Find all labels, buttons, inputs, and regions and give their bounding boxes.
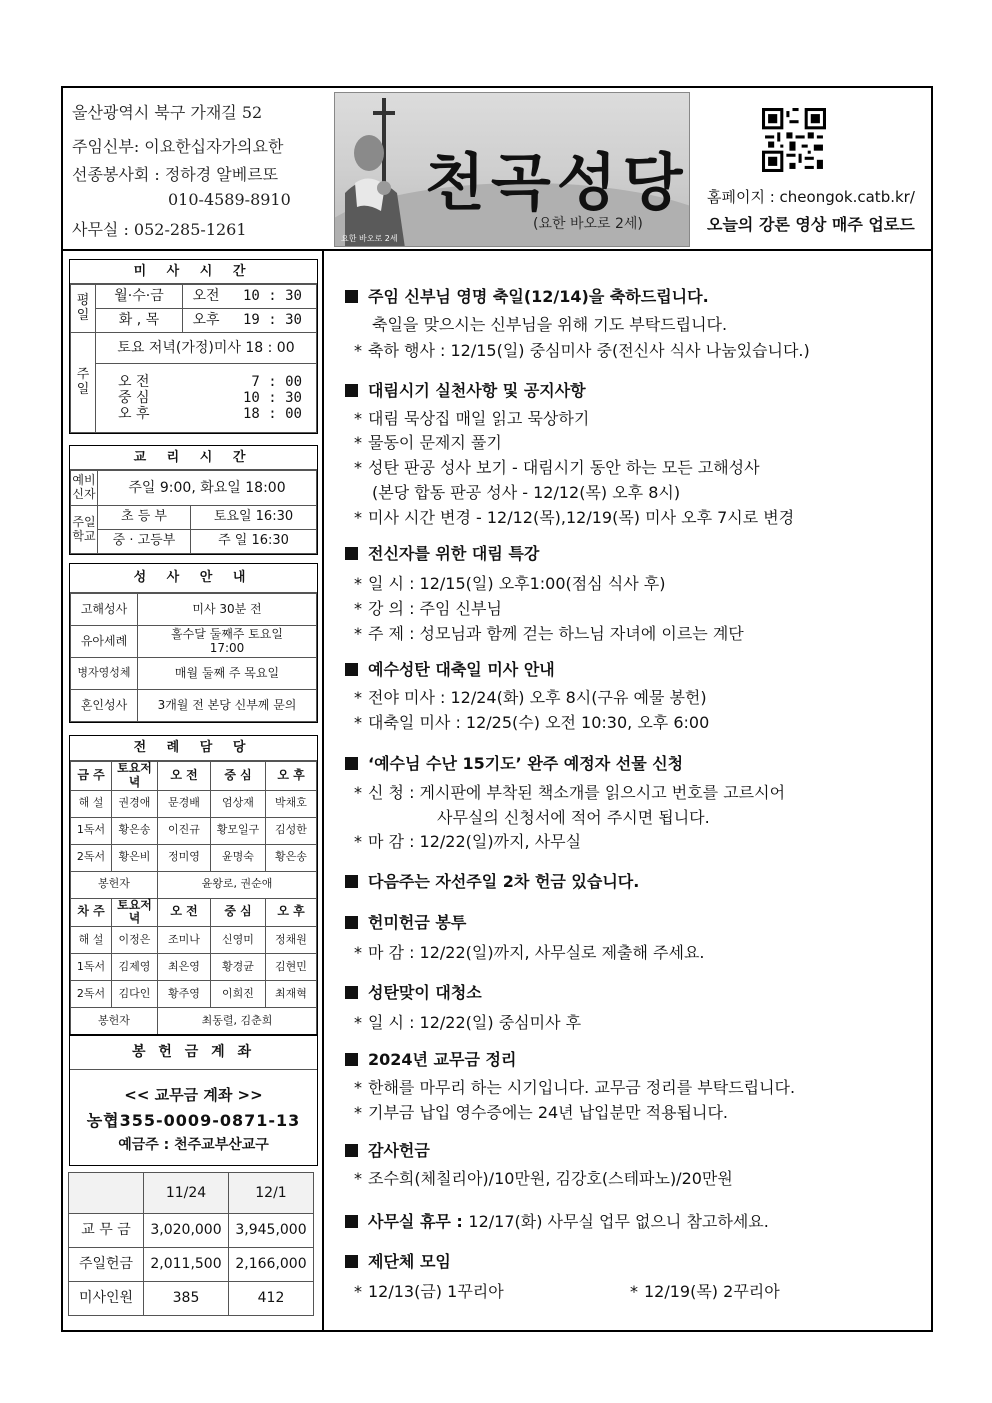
notice-title: 주임 신부님 영명 축일(12/14)을 축하드립니다. [345, 284, 709, 307]
liturgy-cell: 황은송 [112, 817, 158, 844]
account-line-1: << 교무금 계좌 >> [124, 1086, 263, 1104]
liturgy-cell: 엄상재 [211, 790, 266, 817]
liturgy-cell: 김제영 [112, 954, 158, 981]
bullet-square-icon [345, 290, 358, 303]
liturgy-header: 토요저녁 [112, 762, 158, 791]
notice-line: * 조수희(체칠리아)/10만원, 김강호(스테파노)/20만원 [354, 1169, 733, 1188]
sacraments-box [69, 563, 318, 723]
sacraments-title: 성 사 안 내 [70, 564, 317, 593]
notice-line: * 강 의 : 주임 신부님 [354, 599, 502, 618]
liturgy-header: 중 심 [211, 762, 266, 791]
notice-line: * 주 제 : 성모님과 함께 걷는 하느님 자녀에 이르는 계단 [354, 624, 744, 643]
school-grade: 중 · 고등부 [98, 530, 191, 554]
notice-title: 대림시기 실천사항 및 공지사항 [345, 378, 586, 401]
offering-account-box [69, 1034, 318, 1166]
finance-value: 412 [229, 1282, 314, 1316]
liturgy-cell: 윤명숙 [211, 844, 266, 871]
weekday-label: 평일 [71, 285, 96, 333]
liturgy-cell: 김성한 [266, 817, 317, 844]
notice-line: * 마 감 : 12/22(일)까지, 사무실로 제출해 주세요. [354, 943, 705, 962]
finance-date: 12/1 [229, 1173, 314, 1214]
mass-times-title: 미 사 시 간 [70, 260, 317, 284]
catechism-title: 교 리 시 간 [70, 446, 317, 470]
mass-days: 월·수·금 [96, 285, 183, 309]
notice-line: * 기부금 납입 영수증에는 24년 납입분만 적용됩니다. [354, 1103, 728, 1122]
bullet-square-icon [345, 757, 358, 770]
sacrament-desc: 3개월 전 본당 신부께 문의 [138, 690, 317, 722]
liturgy-header: 금 주 [71, 762, 112, 791]
mass-ampm: 오후 [183, 309, 230, 333]
notice-line: * 축하 행사 : 12/15(일) 중심미사 중(전신사 식사 나눔있습니다.) [354, 341, 810, 360]
liturgy-header: 오 전 [158, 898, 211, 927]
liturgy-role: 해 설 [71, 927, 112, 954]
notice-line: * 한해를 마무리 하는 시기입니다. 교무금 정리를 부탁드립니다. [354, 1078, 796, 1097]
bullet-square-icon [345, 547, 358, 560]
notice-title: 감사헌금 [345, 1138, 430, 1161]
bullet-square-icon [345, 1255, 358, 1268]
finance-value: 2,011,500 [144, 1248, 229, 1282]
school-time: 토요일 16:30 [191, 506, 317, 530]
notice-line: * 대림 묵상집 매일 읽고 묵상하기 [354, 409, 590, 428]
bullet-square-icon [345, 384, 358, 397]
meeting-item: * 12/19(목) 2꾸리아 [630, 1282, 780, 1301]
liturgy-cell: 문경배 [158, 790, 211, 817]
bullet-square-icon [345, 986, 358, 999]
liturgy-cell: 이진규 [158, 817, 211, 844]
mass-ampm: 오전 [183, 285, 230, 309]
account-number: 농협355-0009-0871-13 [86, 1111, 301, 1130]
notice-line: * 전야 미사 : 12/24(화) 오후 8시(구유 예물 봉헌) [354, 688, 707, 707]
finance-value: 3,945,000 [229, 1214, 314, 1248]
mass-times-box [69, 259, 318, 434]
header-divider [61, 249, 933, 251]
communion-names: 최동렬, 김춘희 [158, 1008, 317, 1035]
liturgy-cell: 최재혁 [266, 981, 317, 1008]
school-time: 주 일 16:30 [191, 530, 317, 554]
sacrament-desc: 매월 둘째 주 목요일 [138, 658, 317, 690]
sacrament-name: 고해성사 [71, 594, 138, 626]
column-divider [322, 250, 324, 1332]
liturgy-cell: 김다인 [112, 981, 158, 1008]
liturgy-cell: 박채호 [266, 790, 317, 817]
sunday-mass-name: 중 심 [118, 389, 150, 406]
church-banner [334, 92, 690, 247]
account-holder: 예금주 : 천주교부산교구 [118, 1137, 269, 1153]
liturgy-cell: 황모일구 [211, 817, 266, 844]
liturgy-cell: 황경균 [211, 954, 266, 981]
liturgy-cell: 황주영 [158, 981, 211, 1008]
catechumen-label: 예비 신자 [71, 471, 98, 506]
sunday-mass-time: 10 : 30 [242, 389, 302, 406]
signature: 요한 바오로 2세 [341, 234, 398, 243]
notice-line: * 일 시 : 12/15(일) 오후1:00(점심 식사 후) [354, 574, 666, 593]
notice-title: 헌미헌금 봉투 [345, 910, 466, 933]
notice-title: ‘예수님 수난 15기도’ 완주 예정자 선물 신청 [345, 751, 683, 774]
sunday-mass-name: 오 후 [118, 406, 150, 423]
sunday-mass-time: 18 : 00 [242, 406, 302, 423]
liturgy-cell: 황은비 [112, 844, 158, 871]
finance-box [68, 1172, 314, 1316]
sunday-label: 주일 [71, 333, 96, 433]
qr-code[interactable] [762, 108, 826, 172]
liturgy-cell: 조미나 [158, 927, 211, 954]
liturgy-box [69, 735, 318, 1036]
notice-line: * 물동이 문제지 풀기 [354, 433, 502, 452]
finance-value: 385 [144, 1282, 229, 1316]
mass-time: 19 : 30 [229, 309, 317, 333]
notice-line: 축일을 맞으시는 신부님을 위해 기도 부탁드립니다. [372, 315, 728, 334]
communion-names: 윤왕로, 권순애 [158, 871, 317, 898]
liturgy-header: 오 후 [266, 762, 317, 791]
finance-value: 2,166,000 [229, 1248, 314, 1282]
sacrament-name: 혼인성사 [71, 690, 138, 722]
sunday-mass-time: 7 : 00 [251, 373, 302, 390]
bullet-square-icon [345, 1053, 358, 1066]
liturgy-role: 해 설 [71, 790, 112, 817]
homepage-link[interactable]: 홈페이지 : cheongok.catb.kr/ [707, 188, 915, 206]
sacrament-name: 병자영성체 [71, 658, 138, 690]
liturgy-header: 중 심 [211, 898, 266, 927]
office-phone: 사무실 : 052-285-1261 [72, 220, 247, 239]
liturgy-cell: 이희진 [211, 981, 266, 1008]
mass-time: 10 : 30 [229, 285, 317, 309]
upload-notice: 오늘의 강론 영상 매주 업로드 [707, 215, 915, 234]
notice-title: 2024년 교무금 정리 [345, 1047, 516, 1070]
liturgy-cell: 최은영 [158, 954, 211, 981]
liturgy-cell: 이정은 [112, 927, 158, 954]
saturday-mass: 토요 저녁(가정)미사 18 : 00 [96, 333, 317, 364]
liturgy-cell: 김현민 [266, 954, 317, 981]
pope-figure [335, 93, 427, 247]
meeting-item: * 12/13(금) 1꾸리아 [354, 1282, 504, 1301]
notice-title: 전신자를 위한 대림 특강 [345, 541, 539, 564]
liturgy-role: 1독서 [71, 817, 112, 844]
finance-label: 교 무 금 [69, 1214, 144, 1248]
notice-title: 제단체 모임 [345, 1249, 451, 1272]
bullet-square-icon [345, 1215, 358, 1228]
bullet-square-icon [345, 663, 358, 676]
notice-title: 예수성탄 대축일 미사 안내 [345, 657, 555, 680]
catechumen-time: 주일 9:00, 화요일 18:00 [98, 471, 317, 506]
notice-line: * 성탄 판공 성사 보기 - 대림시기 동안 하는 모든 고해성사 [354, 458, 760, 477]
liturgy-cell: 신영미 [211, 927, 266, 954]
catechism-box [69, 445, 318, 555]
address: 울산광역시 북구 가재길 52 [72, 103, 263, 122]
sunday-mass-name: 오 전 [118, 373, 150, 390]
liturgy-role: 2독서 [71, 844, 112, 871]
liturgy-role: 2독서 [71, 981, 112, 1008]
notice-line: * 일 시 : 12/22(일) 중심미사 후 [354, 1013, 582, 1032]
liturgy-role: 1독서 [71, 954, 112, 981]
pastor: 주임신부: 이요한십자가의요한 [72, 137, 284, 156]
finance-label: 주일헌금 [69, 1248, 144, 1282]
bullet-square-icon [345, 1144, 358, 1157]
liturgy-cell: 권경애 [112, 790, 158, 817]
bullet-square-icon [345, 875, 358, 888]
school-grade: 초 등 부 [98, 506, 191, 530]
phone: 010-4589-8910 [168, 190, 291, 209]
liturgy-cell: 정미영 [158, 844, 211, 871]
liturgy-header: 오 후 [266, 898, 317, 927]
notice-line: 사무실의 신청서에 적어 주시면 됩니다. [437, 808, 710, 827]
sunday-school-label: 주일 학교 [71, 506, 98, 554]
finance-value: 3,020,000 [144, 1214, 229, 1248]
bullet-square-icon [345, 916, 358, 929]
notice-title: 성탄맞이 대청소 [345, 980, 482, 1003]
patron-saint: (요한 바오로 2세) [533, 216, 643, 232]
liturgy-cell: 정채원 [266, 927, 317, 954]
notice-line: * 마 감 : 12/22(일)까지, 사무실 [354, 832, 582, 851]
notice-line: * 대축일 미사 : 12/25(수) 오전 10:30, 오후 6:00 [354, 713, 710, 732]
notice-title: 다음주는 자선주일 2차 헌금 있습니다. [345, 869, 639, 892]
mass-days: 화 , 목 [96, 309, 183, 333]
sacrament-name: 유아세례 [71, 626, 138, 658]
council: 선종봉사회 : 정하경 알베르또 [72, 165, 279, 184]
notice-line: (본당 합동 판공 성사 - 12/12(목) 오후 8시) [372, 483, 681, 502]
liturgy-header: 오 전 [158, 762, 211, 791]
sacrament-desc: 홀수달 둘째주 토요일 17:00 [138, 626, 317, 658]
finance-label: 미사인원 [69, 1282, 144, 1316]
notice-line: * 미사 시간 변경 - 12/12(목),12/19(목) 미사 오후 7시로 변경 [354, 508, 795, 527]
finance-corner [69, 1173, 144, 1214]
notice-line: * 신 청 : 게시판에 부착된 책소개를 읽으시고 번호를 고르시어 [354, 783, 786, 802]
liturgy-header: 토요저녁 [112, 898, 158, 927]
finance-date: 11/24 [144, 1173, 229, 1214]
communion-label: 봉헌자 [71, 871, 158, 898]
liturgy-title: 전 례 담 당 [70, 736, 317, 761]
liturgy-cell: 황은송 [266, 844, 317, 871]
notice-title: 사무실 휴무 : 12/17(화) 사무실 업무 없으니 참고하세요. [345, 1209, 769, 1232]
liturgy-header: 차 주 [71, 898, 112, 927]
church-name: 천곡성당 [425, 146, 689, 219]
sacrament-desc: 미사 30분 전 [138, 594, 317, 626]
communion-label: 봉헌자 [71, 1008, 158, 1035]
offering-account-title: 봉 헌 금 계 좌 [70, 1035, 317, 1070]
